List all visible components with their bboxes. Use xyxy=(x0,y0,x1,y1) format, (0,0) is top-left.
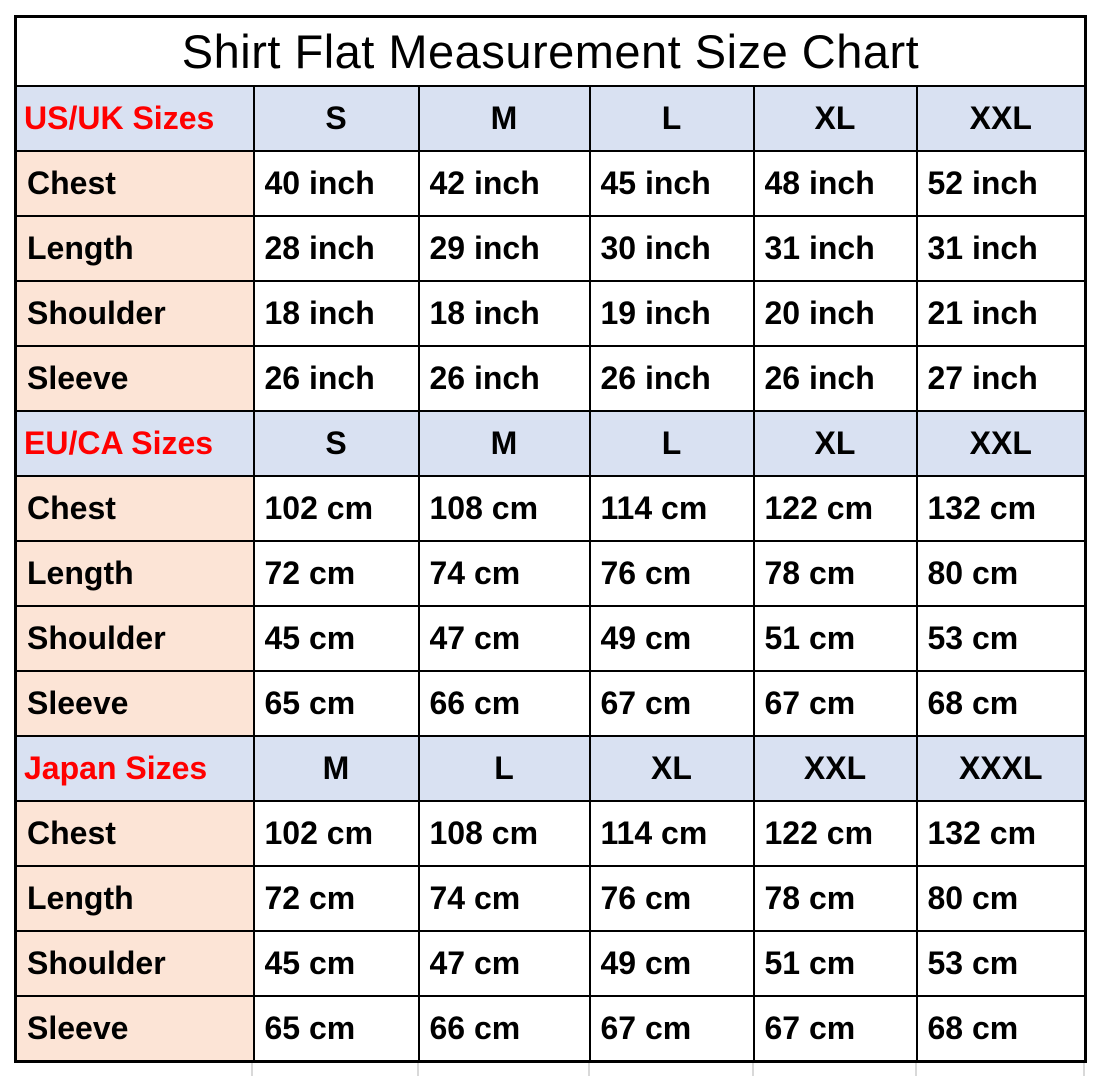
measurement-label: Length xyxy=(16,541,254,606)
measurement-value: 47 cm xyxy=(419,931,590,996)
measurement-value: 78 cm xyxy=(754,541,917,606)
size-header: S xyxy=(254,411,419,476)
measurement-label: Sleeve xyxy=(16,671,254,736)
measurement-value: 47 cm xyxy=(419,606,590,671)
measurement-value: 45 inch xyxy=(590,151,754,216)
measurement-value: 67 cm xyxy=(754,671,917,736)
measurement-value: 42 inch xyxy=(419,151,590,216)
measurement-value: 27 inch xyxy=(917,346,1086,411)
size-chart-table xyxy=(14,15,1087,1063)
page-title: Shirt Flat Measurement Size Chart xyxy=(16,17,1086,87)
section-header-row xyxy=(16,736,1086,801)
grid-stub xyxy=(1083,1063,1085,1076)
measurement-value: 21 inch xyxy=(917,281,1086,346)
section-label-us-uk: US/UK Sizes xyxy=(16,86,254,151)
measurement-label: Length xyxy=(16,216,254,281)
section-header-row xyxy=(16,86,1086,151)
measurement-value: 122 cm xyxy=(754,801,917,866)
measurement-value: 80 cm xyxy=(917,541,1086,606)
measurement-value: 29 inch xyxy=(419,216,590,281)
table-row xyxy=(16,541,1086,606)
measurement-value: 31 inch xyxy=(917,216,1086,281)
measurement-label: Shoulder xyxy=(16,931,254,996)
grid-stub xyxy=(752,1063,754,1076)
measurement-value: 26 inch xyxy=(254,346,419,411)
grid-stub xyxy=(588,1063,590,1076)
measurement-value: 18 inch xyxy=(254,281,419,346)
grid-stub xyxy=(251,1063,253,1076)
measurement-value: 26 inch xyxy=(419,346,590,411)
section-label-eu-ca: EU/CA Sizes xyxy=(16,411,254,476)
measurement-value: 114 cm xyxy=(590,801,754,866)
size-header: L xyxy=(419,736,590,801)
size-header: XXL xyxy=(754,736,917,801)
measurement-value: 31 inch xyxy=(754,216,917,281)
measurement-label: Shoulder xyxy=(16,606,254,671)
measurement-value: 66 cm xyxy=(419,671,590,736)
measurement-value: 28 inch xyxy=(254,216,419,281)
size-header: XL xyxy=(754,86,917,151)
size-header: L xyxy=(590,411,754,476)
table-row xyxy=(16,801,1086,866)
size-header: XL xyxy=(754,411,917,476)
measurement-value: 76 cm xyxy=(590,541,754,606)
size-header: XL xyxy=(590,736,754,801)
measurement-value: 76 cm xyxy=(590,866,754,931)
title-row xyxy=(16,17,1086,87)
measurement-label: Length xyxy=(16,866,254,931)
size-header: M xyxy=(419,86,590,151)
measurement-value: 65 cm xyxy=(254,996,419,1062)
measurement-value: 108 cm xyxy=(419,476,590,541)
measurement-value: 72 cm xyxy=(254,541,419,606)
measurement-value: 26 inch xyxy=(590,346,754,411)
measurement-value: 49 cm xyxy=(590,931,754,996)
grid-stub xyxy=(417,1063,419,1076)
measurement-value: 19 inch xyxy=(590,281,754,346)
measurement-value: 102 cm xyxy=(254,801,419,866)
measurement-value: 65 cm xyxy=(254,671,419,736)
table-row xyxy=(16,346,1086,411)
measurement-value: 132 cm xyxy=(917,476,1086,541)
measurement-value: 132 cm xyxy=(917,801,1086,866)
section-header-row xyxy=(16,411,1086,476)
table-row xyxy=(16,476,1086,541)
size-header: M xyxy=(419,411,590,476)
measurement-value: 30 inch xyxy=(590,216,754,281)
measurement-label: Chest xyxy=(16,801,254,866)
table-row xyxy=(16,281,1086,346)
measurement-value: 53 cm xyxy=(917,606,1086,671)
size-header: S xyxy=(254,86,419,151)
measurement-value: 67 cm xyxy=(590,996,754,1062)
measurement-value: 48 inch xyxy=(754,151,917,216)
measurement-value: 74 cm xyxy=(419,866,590,931)
measurement-value: 51 cm xyxy=(754,606,917,671)
measurement-value: 68 cm xyxy=(917,996,1086,1062)
measurement-value: 26 inch xyxy=(754,346,917,411)
measurement-value: 78 cm xyxy=(754,866,917,931)
size-header: L xyxy=(590,86,754,151)
measurement-value: 114 cm xyxy=(590,476,754,541)
measurement-value: 52 inch xyxy=(917,151,1086,216)
measurement-value: 49 cm xyxy=(590,606,754,671)
measurement-value: 20 inch xyxy=(754,281,917,346)
section-label-japan: Japan Sizes xyxy=(16,736,254,801)
size-header: XXXL xyxy=(917,736,1086,801)
measurement-value: 72 cm xyxy=(254,866,419,931)
measurement-value: 40 inch xyxy=(254,151,419,216)
measurement-value: 67 cm xyxy=(590,671,754,736)
table-row xyxy=(16,671,1086,736)
table-row xyxy=(16,606,1086,671)
measurement-value: 18 inch xyxy=(419,281,590,346)
measurement-value: 51 cm xyxy=(754,931,917,996)
measurement-value: 80 cm xyxy=(917,866,1086,931)
measurement-value: 102 cm xyxy=(254,476,419,541)
grid-stub xyxy=(915,1063,917,1076)
size-header: XXL xyxy=(917,411,1086,476)
size-chart xyxy=(14,15,1087,1063)
table-row xyxy=(16,996,1086,1062)
measurement-label: Chest xyxy=(16,476,254,541)
table-row xyxy=(16,151,1086,216)
measurement-value: 66 cm xyxy=(419,996,590,1062)
size-header: M xyxy=(254,736,419,801)
measurement-label: Sleeve xyxy=(16,996,254,1062)
measurement-label: Sleeve xyxy=(16,346,254,411)
measurement-label: Chest xyxy=(16,151,254,216)
measurement-value: 68 cm xyxy=(917,671,1086,736)
measurement-value: 45 cm xyxy=(254,931,419,996)
measurement-value: 67 cm xyxy=(754,996,917,1062)
table-row xyxy=(16,216,1086,281)
measurement-value: 45 cm xyxy=(254,606,419,671)
measurement-value: 74 cm xyxy=(419,541,590,606)
measurement-value: 122 cm xyxy=(754,476,917,541)
measurement-value: 53 cm xyxy=(917,931,1086,996)
table-row xyxy=(16,866,1086,931)
measurement-value: 108 cm xyxy=(419,801,590,866)
table-row xyxy=(16,931,1086,996)
size-header: XXL xyxy=(917,86,1086,151)
measurement-label: Shoulder xyxy=(16,281,254,346)
